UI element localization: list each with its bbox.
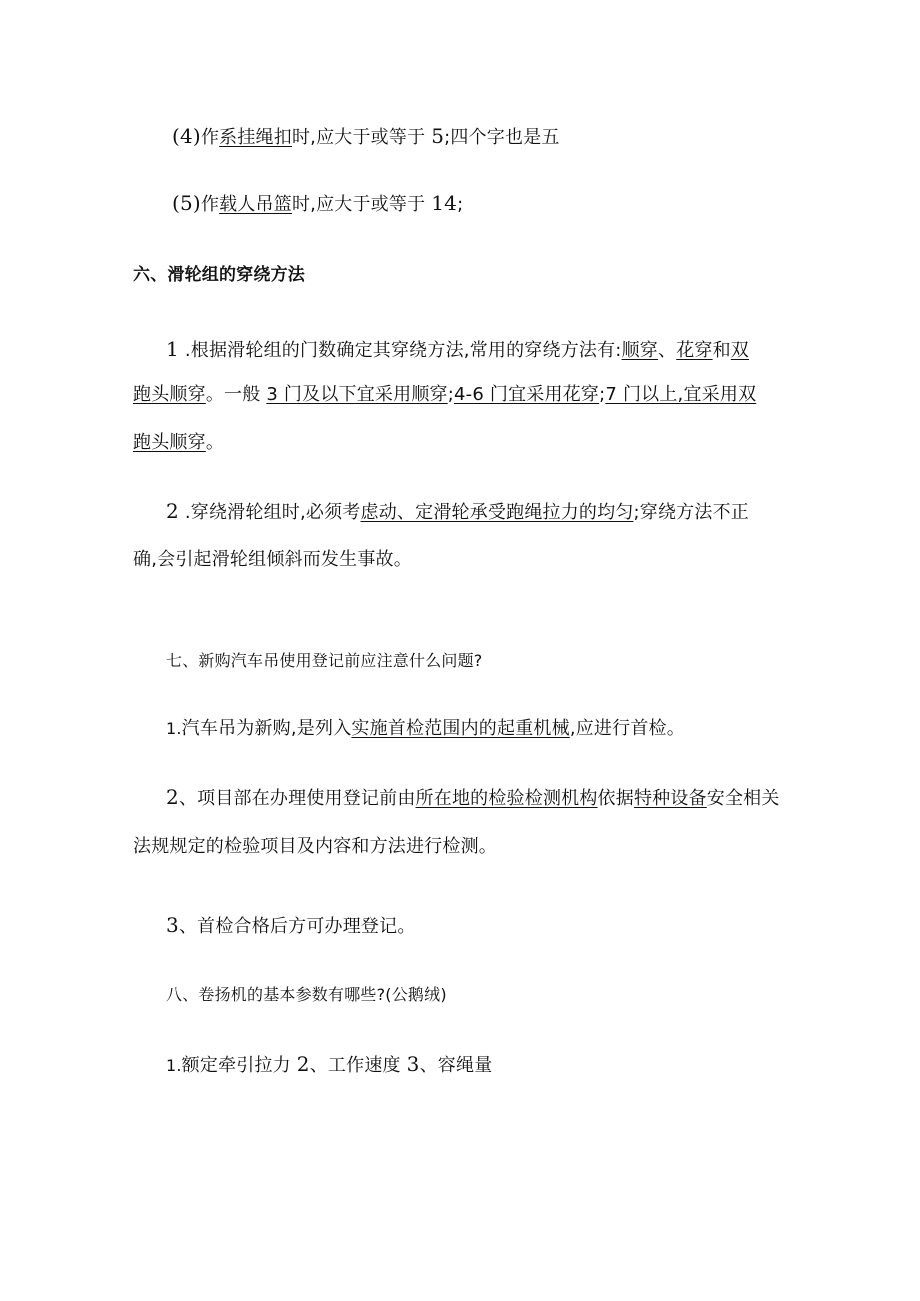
line-2-segment-2: 作 [200, 194, 220, 215]
line-14-segment-1: 八、卷扬机的基本参数有哪些?(公鹅绒) [166, 985, 447, 1004]
line-2 [172, 191, 463, 217]
line-5-segment-2: 。一般 [205, 384, 267, 405]
line-10-segment-4: ,应进行首检。 [569, 718, 685, 739]
line-7-segment-1: 2 [166, 499, 179, 523]
line-2-segment-5: 14 [431, 191, 458, 215]
line-15-segment-3: 2 [296, 1052, 310, 1076]
line-15-segment-2: 额定牵引拉力 [181, 1055, 297, 1076]
line-1-segment-5: 5 [431, 124, 445, 148]
line-2-segment-3: 载人吊篮 [219, 194, 292, 215]
line-1 [172, 124, 560, 150]
line-11-segment-2: 、项目部在办理使用登记前由 [178, 788, 416, 809]
line-8-segment-1: 确,会引起滑轮组倾斜而发生事故。 [133, 549, 412, 570]
line-4-segment-7: 双 [730, 340, 749, 361]
line-15-segment-5: 3 [406, 1052, 420, 1076]
line-2-segment-6: ; [457, 194, 464, 215]
line-5-segment-6: ; [599, 384, 606, 405]
line-11 [166, 785, 780, 811]
line-15-segment-6: 、容绳量 [419, 1055, 493, 1076]
line-10-segment-3: 实施首检范围内的起重机械 [351, 718, 570, 739]
line-11-segment-6: 安全相关 [706, 788, 780, 809]
line-15-segment-4: 、工作速度 [309, 1055, 407, 1076]
line-7-segment-2: .穿绕滑轮组时,必须考 [178, 502, 361, 523]
line-4-segment-5: 花穿 [676, 340, 713, 361]
line-15-segment-1: 1. [166, 1056, 182, 1075]
line-5-segment-1: 跑头顺穿 [133, 384, 206, 405]
line-10-segment-1: 1. [166, 719, 182, 738]
line-6 [133, 431, 224, 455]
line-12 [133, 835, 497, 859]
line-1-segment-1: (4) [172, 124, 201, 148]
line-1-segment-3: 系挂绳扣 [219, 127, 292, 148]
line-13-segment-2: 、首检合格后方可办理登记。 [178, 916, 416, 937]
line-8 [133, 548, 412, 572]
line-3-segment-1: 六、滑轮组的穿绕方法 [133, 265, 305, 285]
line-6-segment-1: 跑头顺穿 [133, 432, 206, 453]
line-4-segment-3: 顺穿 [621, 340, 658, 361]
line-6-segment-2: 。 [205, 432, 225, 453]
line-3 [133, 263, 305, 287]
line-5-segment-3: 3 门及以下宜采用顺穿 [266, 384, 448, 405]
line-10 [166, 717, 685, 741]
line-12-segment-1: 法规规定的检验项目及内容和方法进行检测。 [133, 836, 497, 857]
line-5-segment-4: ; [447, 384, 454, 405]
line-4-segment-6: 和 [712, 340, 731, 361]
line-5 [133, 383, 756, 407]
line-9 [166, 649, 483, 673]
line-13-segment-1: 3 [166, 913, 179, 937]
line-2-segment-4: 时,应大于或等于 [291, 194, 432, 215]
line-7-segment-4: ;穿绕方法不正 [633, 502, 749, 523]
line-5-segment-5: 4-6 门宜采用花穿 [453, 384, 600, 405]
line-11-segment-1: 2 [166, 785, 179, 809]
line-15 [166, 1052, 492, 1078]
line-4-segment-1: 1 [166, 337, 179, 361]
line-7-segment-3: 虑动、定滑轮承受跑绳拉力的均匀 [360, 502, 634, 523]
line-1-segment-2: 作 [200, 127, 220, 148]
line-7 [166, 499, 749, 525]
line-14 [166, 983, 447, 1007]
line-2-segment-1: (5) [172, 191, 201, 215]
line-1-segment-6: ;四个字也是五 [444, 127, 560, 148]
line-11-segment-4: 依据 [597, 788, 634, 809]
line-13 [166, 913, 416, 939]
line-4 [166, 337, 749, 363]
line-11-segment-5: 特种设备 [633, 788, 707, 809]
line-10-segment-2: 汽车吊为新购,是列入 [181, 718, 352, 739]
line-4-segment-4: 、 [657, 340, 677, 361]
line-9-segment-1: 七、新购汽车吊使用登记前应注意什么问题? [166, 651, 483, 670]
line-11-segment-3: 所在地的检验检测机构 [415, 788, 598, 809]
line-1-segment-4: 时,应大于或等于 [291, 127, 432, 148]
line-4-segment-2: .根据滑轮组的门数确定其穿绕方法,常用的穿绕方法有: [178, 340, 622, 361]
line-5-segment-7: 7 门以上,宜采用双 [605, 384, 757, 405]
